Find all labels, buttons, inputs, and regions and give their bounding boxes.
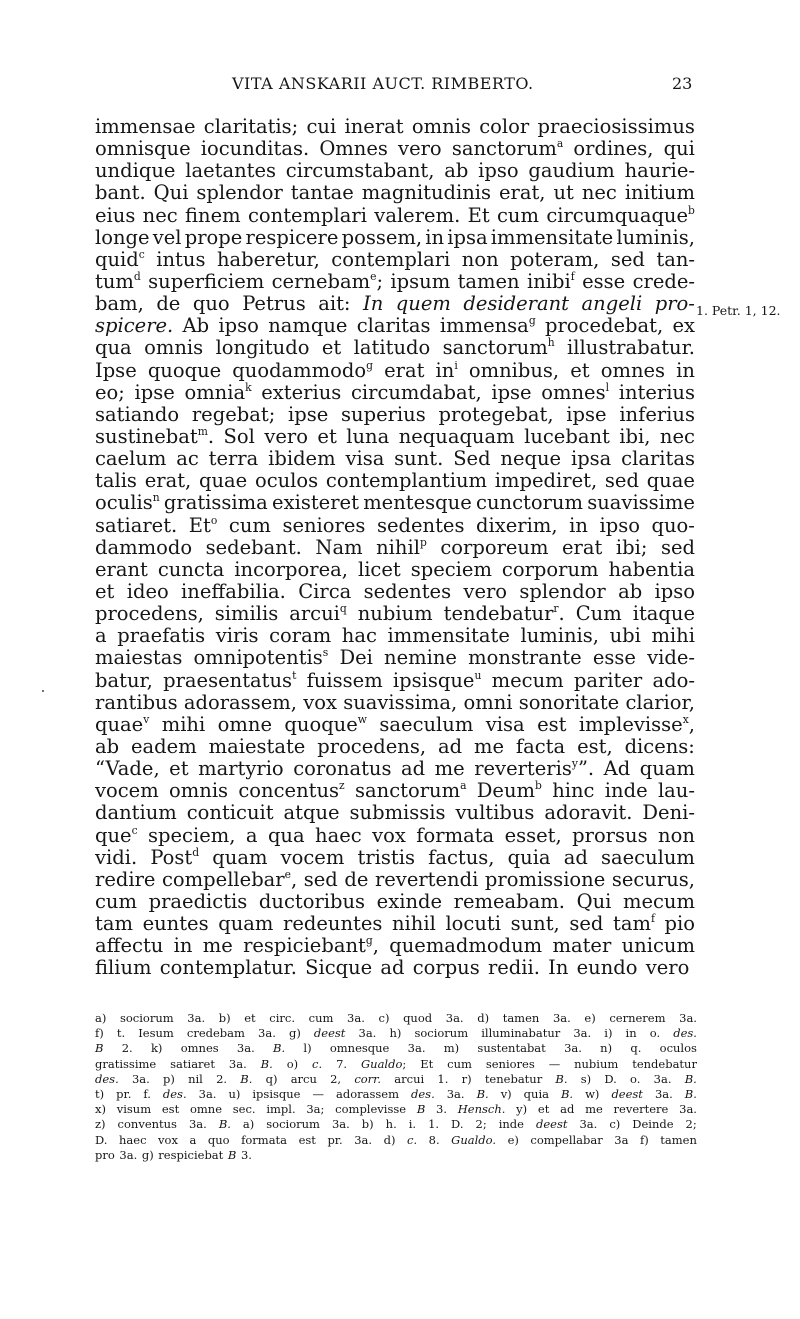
footnote-line: z) conventus 3a. B. a) sociorum 3a. b) h. i. 1. D. 2; inde deest 3a. c) Deinde 2; <box>95 1117 697 1132</box>
text-line: sustinebat$^m$. Sol vero et luna nequaquam lucebant ibi, nec <box>95 424 695 448</box>
text-line: undique laetantes circumstabant, ab ipso gaudium haurie- <box>95 159 695 183</box>
text-line: erant cuncta incorporea, licet speciem corporum habentia <box>95 557 695 581</box>
text-line: satiaret. Et$^o$ cum seniores sedentes dixerim, in ipso quo- <box>95 513 695 537</box>
footnote-line: gratissime satiaret 3a. B. o) c. 7. Gualdo; Et cum seniores — nubium tendebatur <box>95 1056 697 1071</box>
text-line: redire compellebar$^e$, sed de revertendi promissione securus, <box>95 867 695 891</box>
footnote-line: t) pr. f. des. 3a. u) ipsisque — adorassem des. 3a. B. v) quia B. w) deest 3a. B. <box>95 1086 697 1101</box>
text-line: bam, de quo Petrus ait: In quem desiderant angeli pro- <box>95 292 695 316</box>
running-header <box>0 74 800 98</box>
text-line: dammodo sedebant. Nam nihil$^p$ corporeum erat ibi; sed <box>95 535 695 559</box>
text-line: eo; ipse omnia$^k$ exterius circumdabat, ipse omnes$^l$ interius <box>95 380 695 404</box>
text-line: omnisque iocunditas. Omnes vero sanctorum$^a$ ordines, qui <box>95 137 695 161</box>
footnote-line: B 2. k) omnes 3a. B. l) omnesque 3a. m) sustentabat 3a. n) q. oculos <box>95 1041 697 1056</box>
running-title: VITA ANSKARII AUCT. RIMBERTO. <box>232 74 534 93</box>
page-number: 23 <box>672 74 693 93</box>
text-line: vocem omnis concentus$^z$ sanctorum$^a$ Deum$^b$ hinc inde lau- <box>95 779 695 803</box>
text-line: qua omnis longitudo et latitudo sanctorum$^h$ illustrabatur. <box>95 336 695 360</box>
text-line: talis erat, quae oculos contemplantium impediret, sed quae <box>95 469 695 493</box>
text-line: Ipse quoque quodammodo$^g$ erat $in^i$ omnibus, et omnes in <box>95 358 695 382</box>
text-line: filium contemplatur. Sicque ad corpus redii. In eundo vero <box>95 956 690 980</box>
text-line: maiestas omnipotentis$^s$ Dei nemine monstrante esse vide- <box>95 646 695 670</box>
text-line: immensae claritatis; cui inerat omnis color praeciosissimus <box>95 115 695 138</box>
footnote-line: f) t. Iesum credebam 3a. g) deest 3a. h) sociorum illuminabatur 3a. i) in o. des. <box>95 1026 697 1041</box>
text-line: caelum ac terra ibidem visa sunt. Sed neque ipsa claritas <box>95 447 695 471</box>
text-line: affectu in me respiciebant$^g$, quemadmodum mater unicum <box>95 934 695 958</box>
text-line: a praefatis viris coram hac immensitate luminis, ubi mihi <box>95 624 695 648</box>
text-line: spicere. Ab ipso namque claritas immensa$^g$ procedebat, ex <box>95 314 695 338</box>
text-line: dantium conticuit atque submissis vultibus adoravit. Deni- <box>95 801 695 825</box>
footnote-line: des. 3a. p) nil 2. B. q) arcu 2, corr. arcui 1. r) tenebatur B. s) D. o. 3a. B. <box>95 1071 697 1086</box>
text-line: procedens, similis arcui$^q$ nubium tendebatur$^r$. Cum itaque <box>95 602 695 626</box>
scan-speck <box>42 690 44 692</box>
text-line: tam euntes quam redeuntes nihil locuti sunt, sed tam$^f$ pio <box>95 912 695 936</box>
margin-reference: 1. Petr. 1, 12. <box>696 303 781 318</box>
text-line: quid$^c$ intus haberetur, contemplari non poteram, sed tan- <box>95 247 695 271</box>
text-line: ab eadem maiestate procedens, ad me facta est, dicens: <box>95 734 695 758</box>
footnote-line: x) visum est omne sec. impl. 3a; complevisse B 3. Hensch. y) et ad me revertere 3a. <box>95 1102 697 1117</box>
footnotes <box>95 1011 697 1163</box>
footnote-line: D. haec vox a quo formata est pr. 3a. d) c. 8. Gualdo. e) compellabar 3a f) tamen <box>95 1132 697 1147</box>
text-line: cum praedictis ductoribus exinde remeabam. Qui mecum <box>95 889 695 913</box>
main-text <box>95 116 695 979</box>
footnote-line: pro 3a. g) respiciebat B 3. <box>95 1147 252 1162</box>
text-line: vidi. Post$^d$ quam vocem tristis factus, quia ad saeculum <box>95 845 695 869</box>
text-line: batur, praesentatus$^t$ fuissem ipsisque$^u$ mecum pariter ado- <box>95 668 695 692</box>
text-line: satiando regebat; ipse superius protegebat, ipse inferius <box>95 402 695 426</box>
footnote-line: a) sociorum 3a. b) et circ. cum 3a. c) quod 3a. d) tamen 3a. e) cernerem 3a. <box>95 1011 697 1025</box>
text-line: et ideo ineffabilia. Circa sedentes vero splendor ab ipso <box>95 579 695 603</box>
text-line: bant. Qui splendor tantae magnitudinis erat, ut nec initium <box>95 181 695 205</box>
text-line: que$^c$ speciem, a qua haec vox formata esset, prorsus non <box>95 823 695 847</box>
text-line: oculis$^n$ gratissima existeret mentesque cunctorum suavissime <box>95 491 695 515</box>
text-line: quae$^v$ mihi omne quoque$^w$ saeculum visa est implevisse$^x$, <box>95 712 695 736</box>
text-line: tum$^d$ superficiem cernebam$^e$; ipsum tamen inibi$^f$ esse crede- <box>95 269 695 293</box>
text-line: “Vade, et martyrio coronatus ad me reverteris$^y$”. Ad quam <box>95 757 695 781</box>
text-line: eius nec finem contemplari valerem. Et cum circumquaque$^b$ <box>95 203 695 227</box>
text-line: rantibus adorassem, vox suavissima, omni sonoritate clarior, <box>95 690 695 714</box>
text-line: longe vel prope respicere possem, in ipsa immensitate luminis, <box>95 225 695 249</box>
